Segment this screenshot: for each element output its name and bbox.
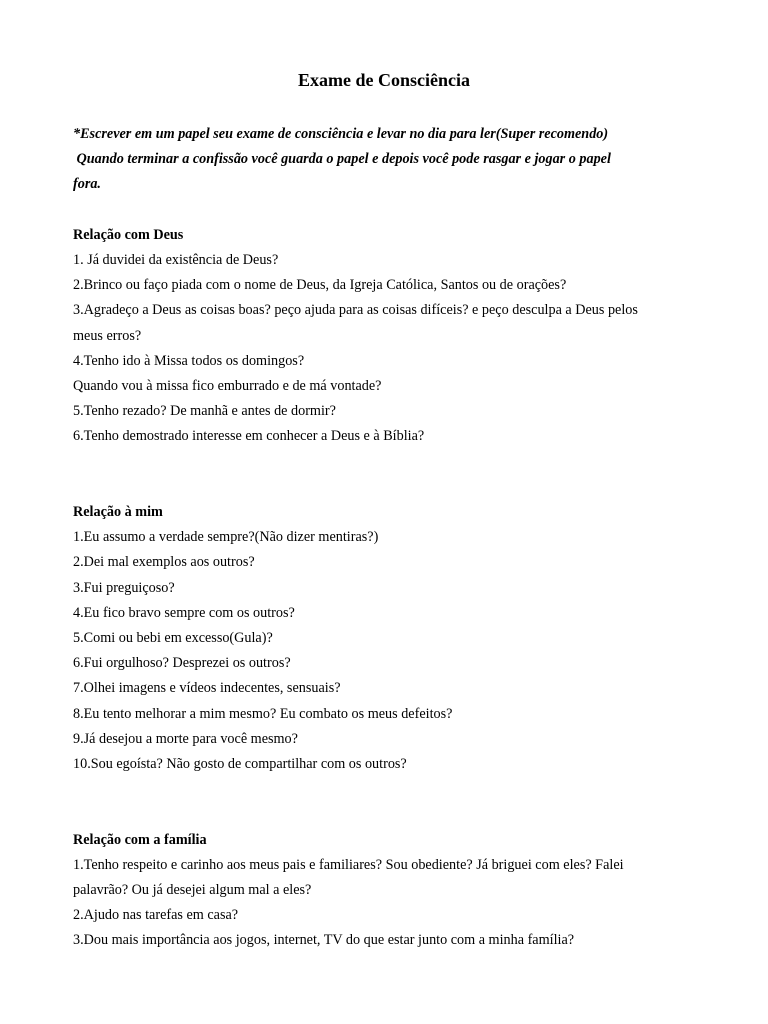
spacer — [73, 802, 703, 827]
intro-line: *Escrever em um papel seu exame de consciência e levar no dia para ler(Super recomendo) — [73, 126, 609, 142]
question-line: 2.Brinco ou faço piada com o nome de Deus, da Igreja Católica, Santos ou de orações? — [73, 277, 567, 294]
question-line: 6.Fui orgulhoso? Desprezei os outros? — [73, 655, 291, 672]
question-line: 4.Eu fico bravo sempre com os outros? — [73, 604, 295, 621]
question-line: 2.Dei mal exemplos aos outros? — [73, 554, 255, 571]
document-body — [73, 122, 703, 954]
question-line: 9.Já desejou a morte para você mesmo? — [73, 730, 298, 747]
question-line: palavrão? Ou já desejei algum mal a eles? — [73, 882, 312, 899]
question-line: 8.Eu tento melhorar a mim mesmo? Eu combato os meus defeitos? — [73, 705, 453, 722]
question-line: 6.Tenho demostrado interesse em conhecer a Deus e à Bíblia? — [73, 428, 425, 445]
intro-paragraph — [73, 122, 703, 198]
section-heading: Relação com a família — [73, 831, 207, 848]
spacer — [73, 475, 703, 500]
spacer — [73, 198, 703, 223]
intro-line: fora. — [73, 176, 101, 193]
spacer — [73, 777, 703, 802]
question-line: 1.Tenho respeito e carinho aos meus pais e familiares? Sou obediente? Já briguei com eles? Falei — [73, 856, 624, 873]
intro-line: Quando terminar a confissão você guarda o papel e depois você pode rasgar e jogar o papel — [73, 151, 611, 168]
section-heading: Relação à mim — [73, 504, 163, 520]
spacer — [73, 450, 703, 475]
question-line: 3.Agradeço a Deus as coisas boas? peço ajuda para as coisas difíceis? e peço desculpa a Deus pelos — [73, 302, 638, 319]
section-relacao-com-a-familia — [73, 828, 703, 954]
question-line: 5.Comi ou bebi em excesso(Gula)? — [73, 630, 273, 647]
question-line: 1. Já duvidei da existência de Deus? — [73, 252, 279, 268]
question-line: Quando vou à missa fico emburrado e de má vontade? — [73, 378, 382, 395]
document-title: Exame de Consciência — [298, 70, 470, 90]
question-line: 7.Olhei imagens e vídeos indecentes, sensuais? — [73, 680, 341, 697]
question-line: 10.Sou egoísta? Não gosto de compartilhar com os outros? — [73, 756, 407, 773]
question-line: 3.Dou mais importância aos jogos, internet, TV do que estar junto com a minha família? — [73, 932, 575, 949]
question-line: 2.Ajudo nas tarefas em casa? — [73, 907, 239, 924]
question-line: meus erros? — [73, 327, 142, 344]
section-relacao-com-deus — [73, 223, 703, 450]
section-relacao-a-mim — [73, 500, 703, 777]
question-line: 5.Tenho rezado? De manhã e antes de dormir? — [73, 403, 336, 420]
question-line: 3.Fui preguiçoso? — [73, 579, 175, 596]
question-line: 1.Eu assumo a verdade sempre?(Não dizer mentiras?) — [73, 529, 379, 546]
question-line: 4.Tenho ido à Missa todos os domingos? — [73, 352, 305, 369]
section-heading: Relação com Deus — [73, 226, 184, 243]
